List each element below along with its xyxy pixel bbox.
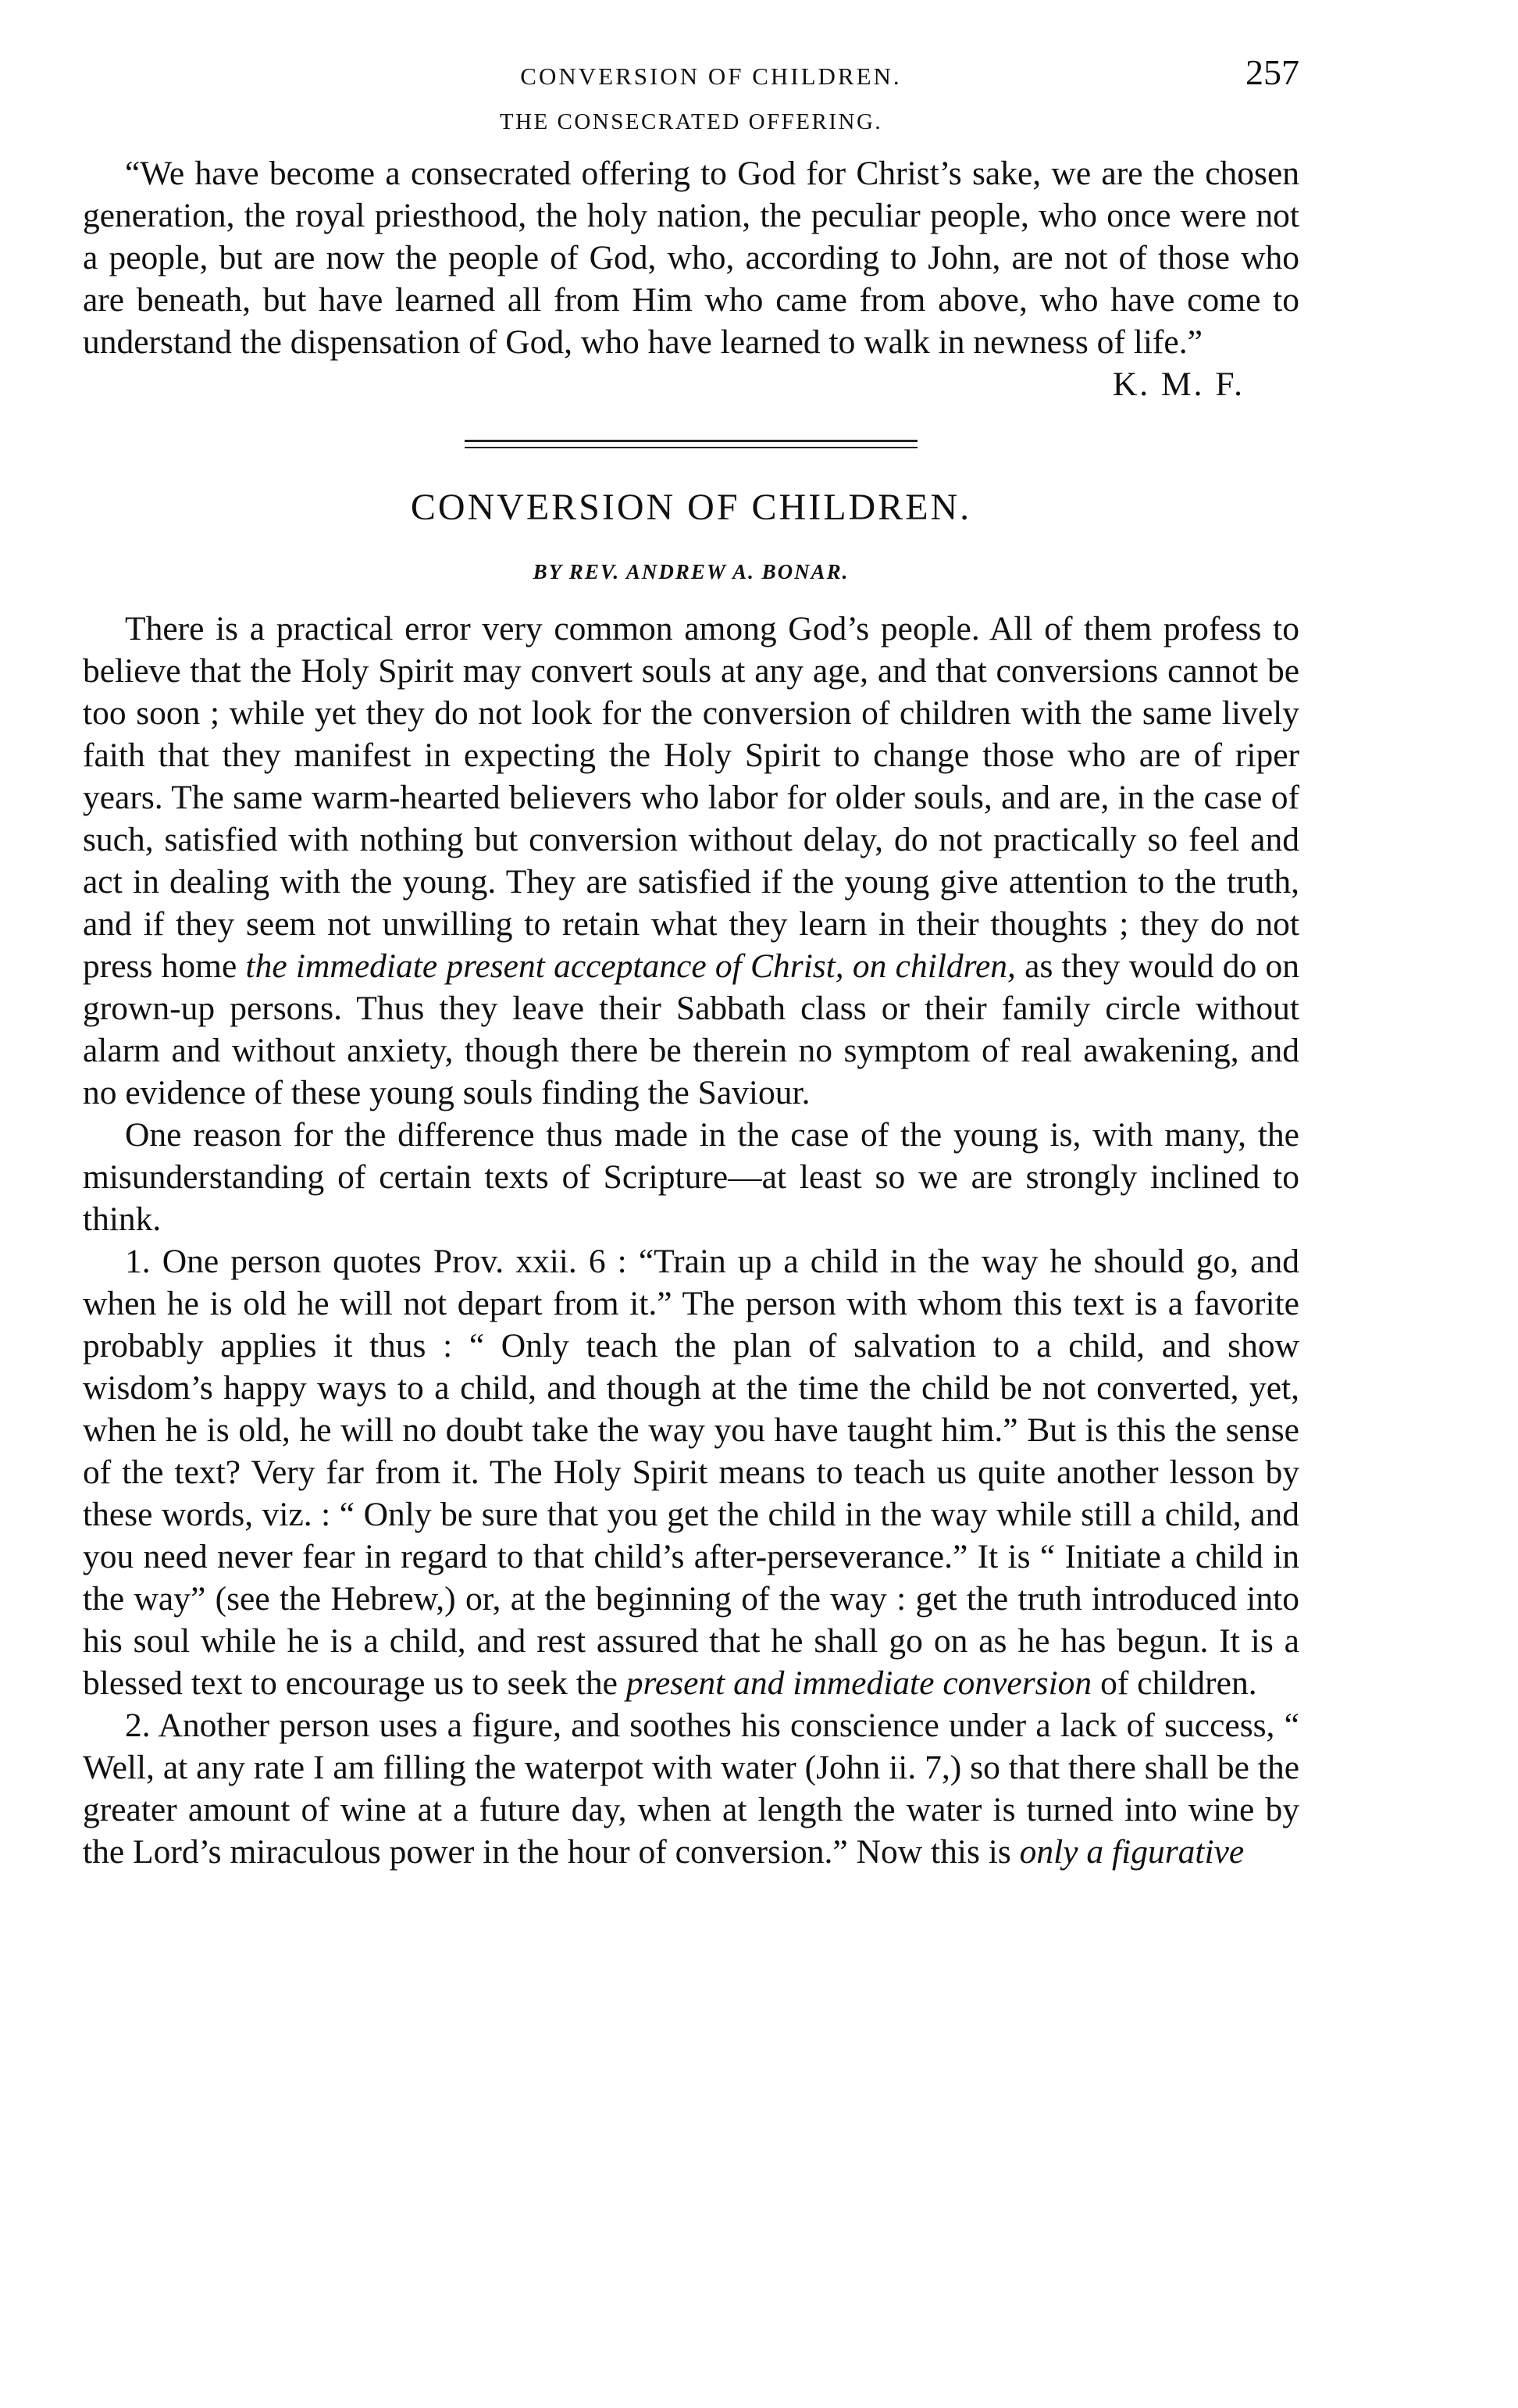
running-head — [83, 52, 1299, 98]
paragraph-3-emphasis: present and immediate conversion — [625, 1664, 1092, 1702]
offering-signature: K. M. F. — [1112, 366, 1245, 403]
offering-text: “We have become a consecrated offering to God for Christ’s sake, we are the chosen generation, the royal priesthood, the holy nation, the peculiar people, who once were not a people, but are now the people of God, who, according to John, are not of those who are beneath, but have learned all from Him who came from above, who have come to understand the dispensation of God, who have learned to walk in newness of life.” — [83, 155, 1299, 361]
paragraph-1-text-a: There is a practical error very common among God’s people. All of them profess to believe that the Holy Spirit may convert souls at any age, and that conversions cannot be too soon ; while yet they do not look for the conversion of children with the same lively faith that they manifest in expecting the Holy Spirit to change those who are of riper years. The same warm-hearted believers who labor for older souls, and are, in the case of such, satisfied with nothing but conversion without delay, do not practically so feel and act in dealing with the young. They are satisfied if the young give attention to the truth, and if they seem not unwilling to retain what they learn in their thoughts ; they do not press home — [83, 610, 1299, 985]
paragraph-3 — [83, 1240, 1299, 1704]
section-divider — [465, 440, 918, 448]
paragraph-1 — [83, 608, 1299, 1114]
article-byline: BY REV. ANDREW A. BONAR. — [533, 560, 850, 583]
paragraph-3-text-b: of children. — [1092, 1664, 1257, 1702]
divider-line-top — [465, 440, 918, 442]
running-title: CONVERSION OF CHILDREN. — [520, 62, 902, 90]
paragraph-3-text-a: 1. One person quotes Prov. xxii. 6 : “Train up a child in the way he should go, and when he is old he will not depart from it.” The person with whom this text is a favorite probably applies it thus : “ Only teach the plan of salvation to a child, and show wisdom’s happy ways to a child, and though at the time the child be not converted, yet, when he is old, he will no doubt take the way you have taught him.” But is this the sense of the text? Very far from it. The Holy Spirit means to teach us quite another lesson by these words, viz. : “ Only be sure that you get the child in the way while still a child, and you need never fear in regard to that child’s after-perseverance.” It is “ Initiate a child in the way” (see the Hebrew,) or, at the beginning of the way : get the truth introduced into his soul while he is a child, and rest assured that he shall go on as he has begun. It is a blessed text to encourage us to seek the — [83, 1243, 1299, 1702]
paragraph-1-emphasis: the immediate present acceptance of Christ, on children, — [245, 947, 1016, 985]
paragraph-1-text-b: as they would do on grown-up persons. Thus they leave their Sabbath class or their family circle without alarm and without anxiety, though there be therein no symptom of real awakening, and no evidence of these young souls finding the Saviour. — [83, 947, 1300, 1111]
page-number: 257 — [1245, 52, 1299, 92]
paragraph-4-emphasis: only a figurative — [1019, 1833, 1245, 1871]
paragraph-4-text-a: 2. Another person uses a figure, and soothes his conscience under a lack of success, “ Well, at any rate I am filling the waterpot with water (John ii. 7,) so that there shall be the greater amount of wine at a future day, when at length the water is turned into wine by the Lord’s miraculous power in the hour of conversion.” Now this is — [83, 1707, 1299, 1871]
article-title: CONVERSION OF CHILDREN. — [410, 487, 972, 528]
offering-quote — [83, 152, 1299, 403]
paragraph-2: One reason for the difference thus made in the case of the young is, with many, the misunderstanding of certain texts of Scripture—at least so we are strongly inclined to think. — [83, 1116, 1299, 1238]
article-body — [83, 608, 1299, 1873]
paragraph-4 — [83, 1704, 1299, 1873]
divider-line-bottom — [465, 447, 918, 448]
offering-heading: THE CONSECRATED OFFERING. — [499, 109, 883, 134]
